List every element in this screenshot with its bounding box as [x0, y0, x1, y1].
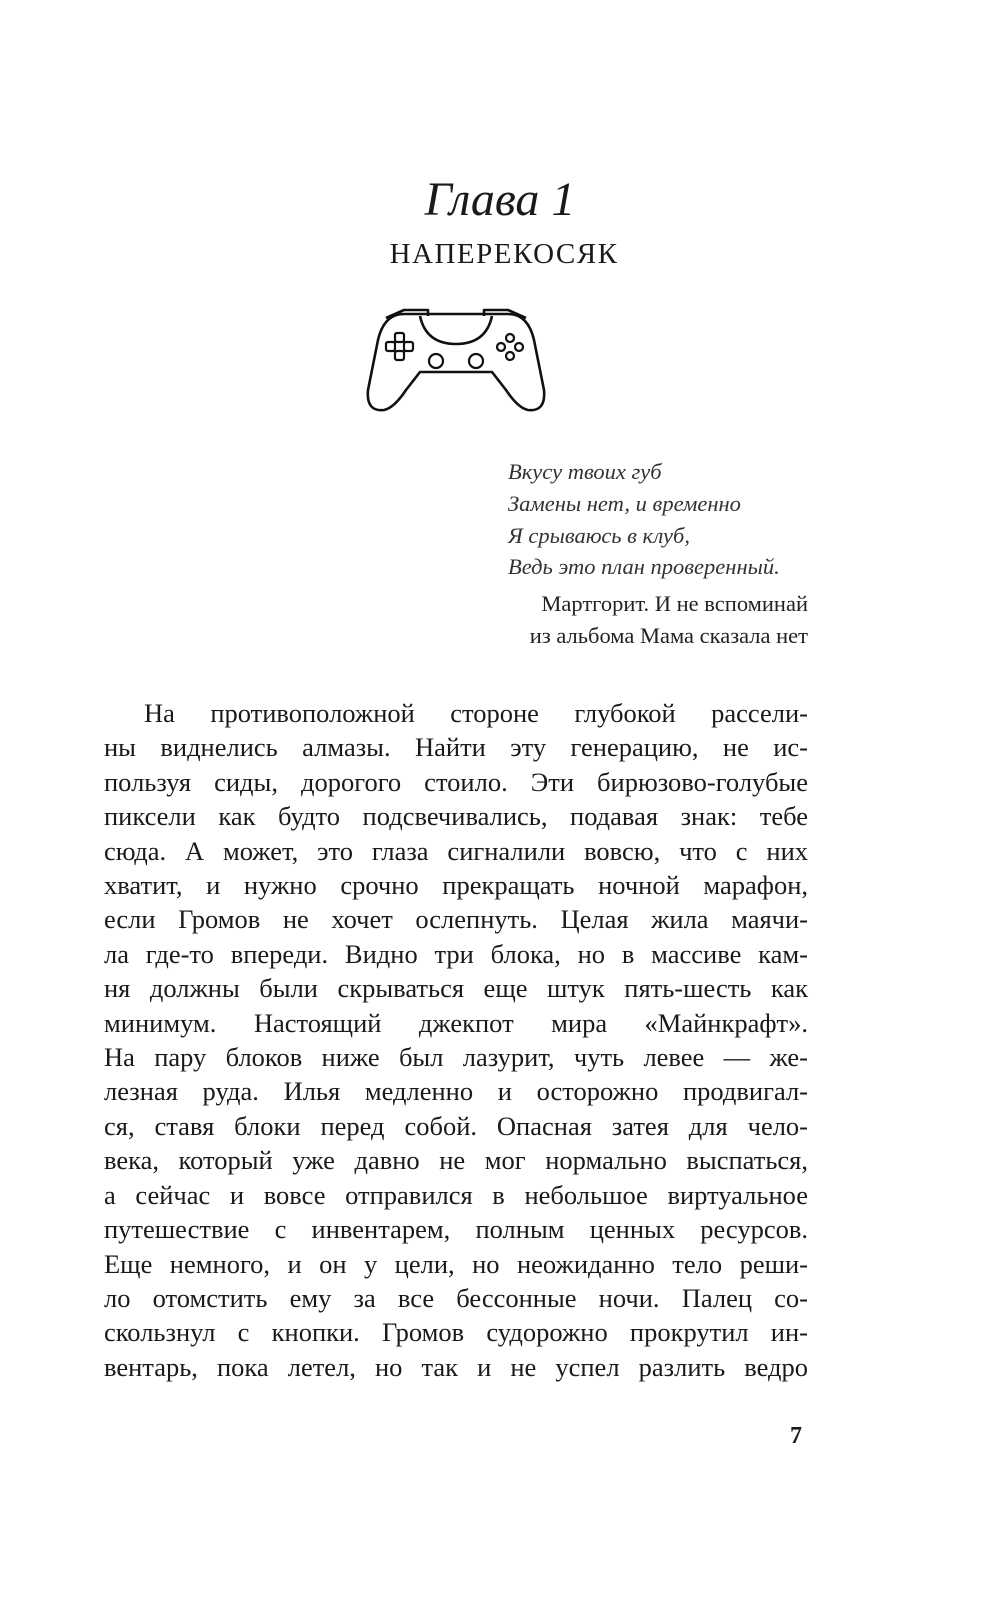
epigraph-attribution [530, 588, 808, 652]
body-line: а сейчас и вовсе отправился в небольшое виртуальное [104, 1179, 808, 1210]
body-line: минимум. Настоящий джекпот мира «Майнкрафт». [104, 1007, 808, 1038]
body-line: ся, ставя блоки перед собой. Опасная затея для чело- [104, 1110, 808, 1141]
body-line: Еще немного, и он у цели, но неожиданно тело реши- [104, 1248, 808, 1279]
epigraph-line: Я срываюсь в клуб, [508, 522, 690, 548]
body-line: лезная руда. Илья медленно и осторожно продвигал- [104, 1076, 808, 1107]
body-line: ня должны были скрываться еще штук пять-шесть как [104, 973, 808, 1004]
attribution-line: Мартгорит. И не вспоминай [541, 591, 808, 616]
body-line: пиксели как будто подсвечивались, подавая знак: тебе [104, 801, 808, 832]
body-line: сюда. А может, это глаза сигналили вовсю, что с них [104, 835, 808, 866]
epigraph-line: Вкусу твоих губ [508, 459, 662, 484]
body-line: вентарь, пока летел, но так и не успел разлить ведро [104, 1351, 808, 1382]
body-line: пользуя сиды, дорогого стоило. Эти бирюзово-голубые [104, 766, 808, 797]
body-line: века, который уже давно не мог нормально выспаться, [104, 1145, 808, 1176]
body-text [104, 696, 808, 1384]
body-line: На противоположной стороне глубокой рассели- [144, 698, 808, 728]
epigraph-line: Замены нет, и временно [508, 490, 741, 516]
chapter-label: Глава 1 [424, 173, 576, 226]
attribution-line: из альбома Мама сказала нет [529, 623, 808, 648]
body-line: ны виднелись алмазы. Найти эту генерацию, не ис- [104, 732, 808, 763]
body-line: если Громов не хочет ослепнуть. Целая жила маячи- [104, 904, 808, 935]
epigraph-line: Ведь это план проверенный. [508, 554, 780, 580]
body-line: хватит, и нужно срочно прекращать ночной марафон, [104, 870, 808, 901]
body-line: ло отомстить ему за все бессонные ночи. Палец со- [104, 1282, 808, 1313]
epigraph [508, 456, 780, 583]
body-line: скользнул с кнопки. Громов судорожно прокрутил ин- [104, 1317, 808, 1348]
body-line: ла где-то впереди. Видно три блока, но в массиве кам- [104, 938, 808, 969]
body-line: На пару блоков ниже был лазурит, чуть левее — же- [104, 1042, 808, 1073]
chapter-title: НАПЕРЕКОСЯК [389, 238, 619, 270]
page-number: 7 [790, 1423, 802, 1449]
body-line: путешествие с инвентарем, полным ценных ресурсов. [104, 1214, 808, 1245]
gamepad-icon [364, 300, 548, 416]
